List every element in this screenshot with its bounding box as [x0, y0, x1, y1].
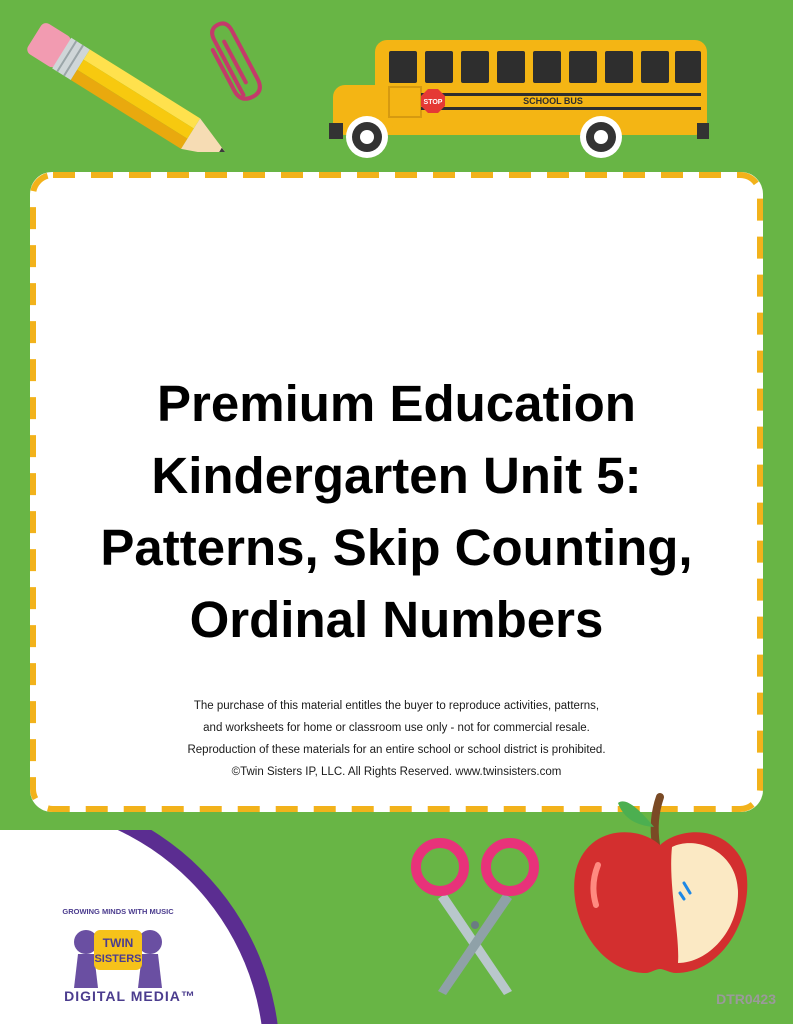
notice-line: and worksheets for home or classroom use only - not for commercial resale. — [203, 722, 590, 734]
logo-tagline: GROWING MINDS WITH MUSIC — [62, 907, 174, 916]
logo-word-sisters: SISTERS — [94, 953, 142, 965]
apple-icon — [568, 785, 758, 980]
logo-word-twin: TWIN — [102, 936, 134, 950]
title-line: Kindergarten Unit 5: — [151, 447, 642, 504]
notice-line: The purchase of this material entitles the buyer to reproduce activities, patterns, — [193, 700, 600, 712]
paperclip-icon — [205, 15, 265, 110]
title-line: Ordinal Numbers — [189, 591, 604, 648]
brand-name: DIGITAL MEDIA™ — [64, 988, 196, 1004]
copyright-notice — [120, 695, 673, 783]
scissors-icon — [408, 825, 543, 1000]
school-bus-icon — [325, 35, 715, 160]
title-line: Premium Education — [157, 375, 636, 432]
bus-label: SCHOOL BUS — [523, 96, 583, 106]
product-code: DTR0423 — [716, 991, 776, 1007]
notice-line: Reproduction of these materials for an entire school or school district is prohibited. — [187, 744, 606, 756]
page-title — [40, 368, 753, 656]
twin-sisters-logo — [48, 900, 188, 990]
notice-line: ©Twin Sisters IP, LLC. All Rights Reserved. www.twinsisters.com — [231, 766, 562, 778]
stop-sign-label: STOP — [423, 99, 443, 106]
title-line: Patterns, Skip Counting, — [100, 519, 693, 576]
